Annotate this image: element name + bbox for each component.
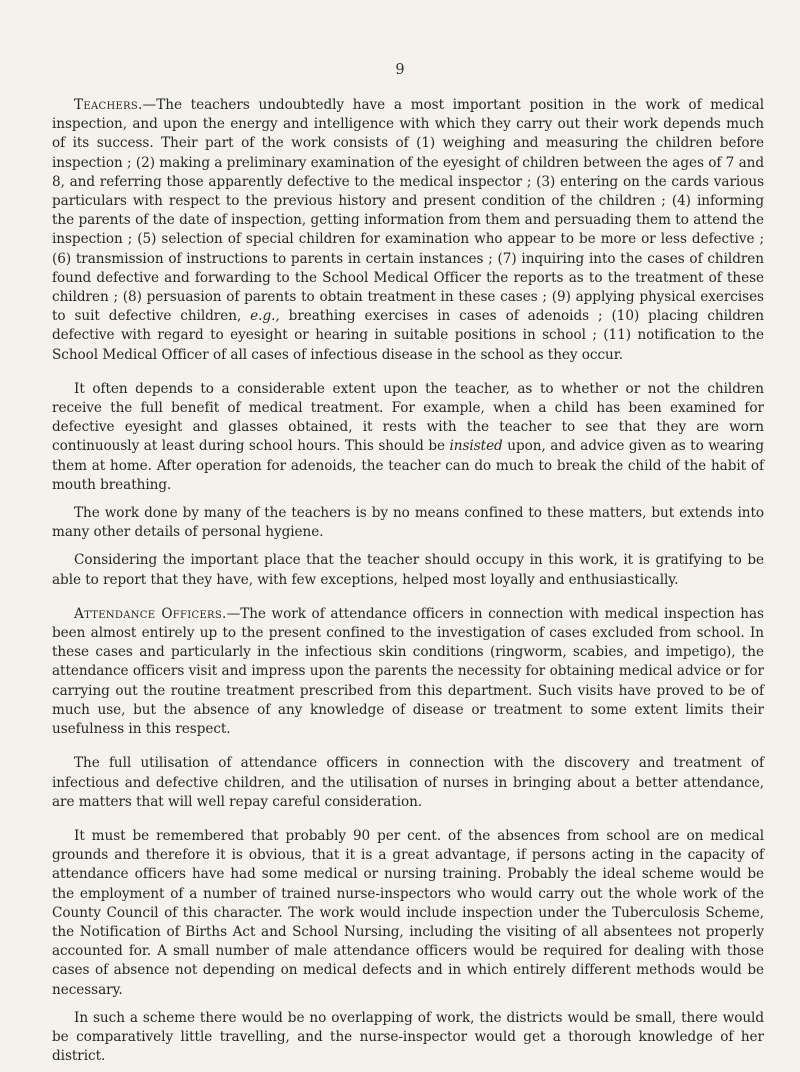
page-number: 9: [395, 62, 405, 78]
section-heading-teachers: Teachers.: [74, 97, 143, 113]
paragraph-scheme: [52, 1009, 764, 1067]
body-text: [52, 96, 764, 1072]
paragraph-text: It must be remembered that probably 90 per cent. of the absences from school are on medical grounds and therefore it is obvious, that it is a great advantage, if persons acting in the capacity of attendance officers have had some medical or nursing training. Probably the ideal scheme would be the employment of a number of trained nurse-inspectors who would carry out the whole work of the County Council of this character. The work would include inspection under the Tuberculosis Scheme, the Notification of Births Act and School Nursing, including the visiting of all absentees not properly accounted for. A small number of male attendance officers would be required for dealing with those cases of absence not depending on medical defects and in which entirely different methods would be necessary.: [52, 827, 764, 998]
paragraph-attendance-officers: [52, 605, 764, 739]
paragraph-text: The work done by many of the teachers is by no means confined to these matters, but extends into many other details of personal hygiene.: [52, 505, 764, 541]
paragraph-text-tail: upon, and advice given as to wearing them at home. After operation for adenoids, the teacher can do much to break the child of the habit of mouth breathing.: [52, 438, 764, 493]
paragraph-text: It often depends to a considerable extent upon the teacher, as to whether or not the children receive the full benefit of medical treatment. For example, when a child has been examined for defective eyesight and glasses obtained, it rests with the teacher to see that they are worn continuously at least during school hours. This should be: [52, 380, 764, 455]
italic-text: e.g.,: [250, 308, 280, 325]
paragraph-text: Considering the important place that the teacher should occupy in this work, it is gratifying to be able to report that they have, with few exceptions, helped most loyally and enthusiastically.: [52, 552, 764, 588]
italic-text: insisted: [449, 438, 503, 455]
paragraph-gratifying: [52, 551, 764, 589]
paragraph-hygiene: [52, 504, 764, 542]
paragraph-utilisation: [52, 754, 764, 812]
paragraph-text: In such a scheme there would be no overlapping of work, the districts would be small, there would be comparatively little travelling, and the nurse-inspector would get a thorough knowledge of her district.: [52, 1009, 764, 1065]
section-heading-attendance-officers: Attendance Officers.: [74, 605, 227, 622]
paragraph-text: —The work of attendance officers in connection with medical inspection has been almost entirely up to the present confined to the investigation of cases excluded from school. In these cases and particularly in the infectious skin conditions (ringworm, scabies, and impetigo), the attendance officers visit and impress upon the parents the necessity for obtaining medical advice or for carrying out the routine treatment prescribed from this department. Such visits have proved to be of much use, but the absence of any knowledge of disease or treatment to some extent limits their usefulness in this respect.: [52, 605, 764, 738]
paragraph-nurse-inspectors: [52, 827, 764, 1000]
paragraph-teachers: [52, 96, 764, 365]
paragraph-text: —The teachers undoubtedly have a most important position in the work of medical inspection, and upon the energy and intelligence with which they carry out their work depends much of its success. Their part of the work consists of (1) weighing and measuring the children before inspection ; (2) making a preliminary examination of the eyesight of children between the ages of 7 and 8, and referring those apparently defective to the medical inspector ; (3) entering on the cards various particulars with respect to the previous history and present condition of the children ; (4) informing the parents of the date of inspection, getting information from them and persuading them to attend the inspection ; (5) selection of special children for examination who appear to be more or less defective ; (6) transmission of instructions to parents in certain instances ; (7) inquiring into the cases of children found defective and forwarding to the School Medical Officer the reports as to the treatment of these children ; (8) persuasion of parents to obtain treatment in these cases ; (9) applying physical exercises to suit defective children,: [52, 97, 764, 325]
paragraph-text: The full utilisation of attendance officers in connection with the discovery and treatment of infectious and defective children, and the utilisation of nurses in bringing about a better attendance, are matters that will well repay careful consideration.: [52, 755, 764, 810]
paragraph-treatment: [52, 380, 764, 495]
paragraph-text-tail: breathing exercises in cases of adenoids ; (10) placing children defective with regard to eyesight or hearing in suitable positions in school ; (11) notification to the School Medical Officer of all cases of infectious disease in the school as they occur.: [52, 308, 764, 363]
